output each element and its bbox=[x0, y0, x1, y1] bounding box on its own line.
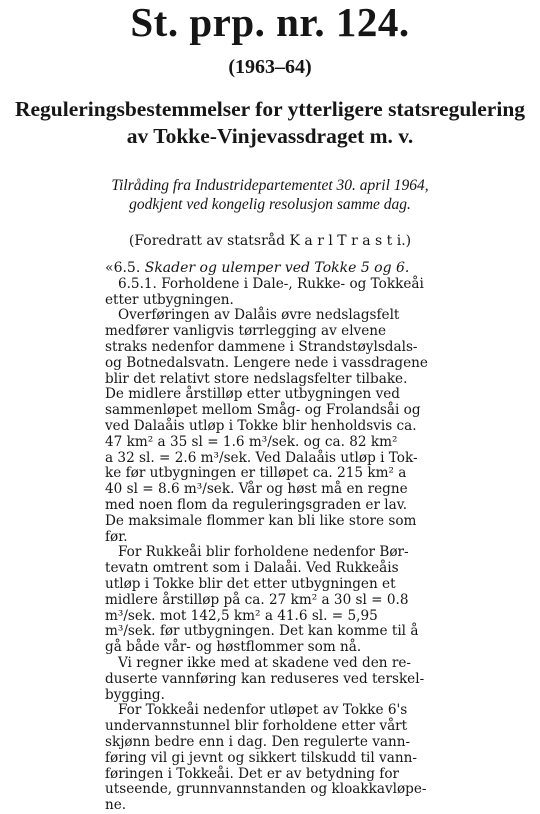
document-title: St. prp. nr. 124. bbox=[130, 0, 410, 45]
text-line: gå både vår- og høstflommer som nå. bbox=[105, 639, 362, 656]
text-line: ved Dalaåis utløp i Tokke blir henholdsvis ca. bbox=[105, 417, 417, 434]
text-line: Overføringen av Dalåis øvre nedslagsfelt bbox=[105, 307, 400, 324]
paragraph bbox=[105, 545, 445, 656]
text-line: straks nedenfor dammene i Strandstøylsdals- bbox=[105, 338, 418, 355]
text-line: duserte vannføring kan reduseres ved terskel- bbox=[105, 670, 425, 687]
text-line: bygging. bbox=[105, 686, 165, 703]
text-line: ke før utbygningen er tilløpet ca. 215 km² a bbox=[105, 465, 407, 482]
text-line: a 32 sl. = 2.6 m³/sek. Ved Dalaåis utløp i Tok- bbox=[105, 449, 418, 466]
document-heading bbox=[0, 96, 540, 150]
text-line: utløp i Tokke blir det etter utbygningen et bbox=[105, 575, 396, 592]
text-line: m³/sek. mot 142,5 km² a 41.6 sl. = 5,95 bbox=[105, 607, 378, 624]
paragraph bbox=[105, 703, 445, 814]
text-line: For Rukkeåi blir forholdene nedenfor Bør- bbox=[105, 544, 409, 561]
session-years: (1963–64) bbox=[228, 56, 312, 78]
paragraph bbox=[105, 656, 445, 703]
text-line: medfører vanligvis tørrlegging av elvene bbox=[105, 323, 387, 340]
intro-line: Tilråding fra Industridepartementet 30. april 1964, bbox=[111, 177, 429, 194]
text-line: 6.5.1. Forholdene i Dale-, Rukke- og Tokkeåi bbox=[105, 275, 424, 292]
text-line: føringen i Tokkeåi. Det er av betydning for bbox=[105, 765, 399, 782]
text-line: sammenløpet mellom Småg- og Frolandsåi og bbox=[105, 402, 421, 419]
paragraph bbox=[105, 277, 445, 309]
text-line: etter utbygningen. bbox=[105, 291, 234, 308]
section-title: Skader og ulemper ved Tokke 5 og 6. bbox=[144, 260, 410, 276]
text-line: ne. bbox=[105, 797, 127, 814]
text-line: med noen flom da reguleringsgraden er lav. bbox=[105, 496, 408, 513]
text-line: De midlere årstilløp etter utbygningen ved bbox=[105, 386, 400, 403]
body-text bbox=[105, 261, 445, 814]
section-heading bbox=[105, 261, 445, 277]
text-line: m³/sek. før utbygningen. Det kan komme til å bbox=[105, 623, 419, 640]
text-line: De maksimale flommer kan bli like store som bbox=[105, 512, 417, 529]
presenter-line: (Foredratt av statsråd K a r l T r a s t i.) bbox=[128, 233, 412, 249]
text-line: blir det relativt store nedslagsfelter tilbake. bbox=[105, 370, 408, 387]
intro-line: godkjent ved kongelig resolusjon samme dag. bbox=[129, 196, 411, 213]
text-line: 47 km² a 35 sl = 1.6 m³/sek. og ca. 82 km² bbox=[105, 433, 398, 450]
heading-line: Reguleringsbestemmelser for ytterligere statsregulering bbox=[14, 97, 526, 121]
text-line: undervannstunnel blir forholdene etter vårt bbox=[105, 718, 408, 735]
text-line: For Tokkeåi nedenfor utløpet av Tokke 6's bbox=[105, 702, 408, 719]
text-line: Vi regner ikke med at skadene ved den re- bbox=[105, 654, 411, 671]
text-line: føring vil gi jevnt og sikkert tilskudd til vann- bbox=[105, 749, 417, 766]
text-line: før. bbox=[105, 528, 128, 545]
text-line: midlere årstilløp på ca. 27 km² a 30 sl = 0.8 bbox=[105, 591, 409, 608]
text-line: og Botnedalsvatn. Lengere nede i vassdragene bbox=[105, 354, 428, 371]
paragraph bbox=[105, 308, 445, 545]
text-line: tevatn omtrent som i Dalaåi. Ved Rukkeåis bbox=[105, 560, 399, 577]
text-line: 40 sl = 8.6 m³/sek. Vår og høst må en regne bbox=[105, 481, 408, 498]
section-prefix: «6.5. bbox=[105, 260, 145, 276]
heading-line: av Tokke-Vinjevassdraget m. v. bbox=[126, 124, 414, 148]
text-line: utseende, grunnvannstanden og kloakkavløpe- bbox=[105, 781, 427, 798]
recommendation-note bbox=[0, 176, 540, 214]
text-line: skjønn bedre enn i dag. Den regulerte vann- bbox=[105, 733, 411, 750]
